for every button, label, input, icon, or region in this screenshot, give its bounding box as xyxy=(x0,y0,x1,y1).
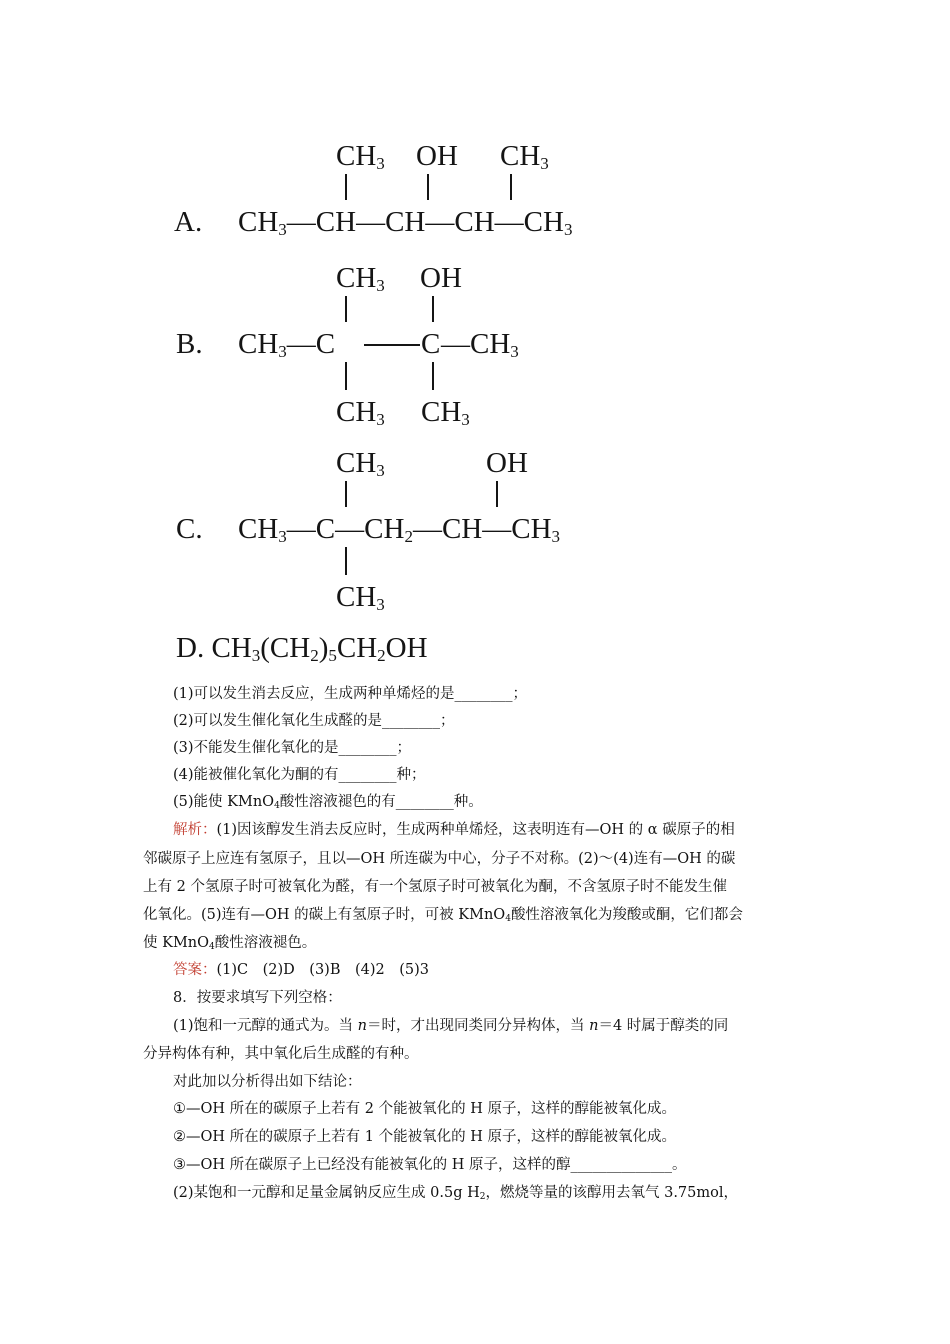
structure-b-bottom-ch3-right: $CH_3$ xyxy=(421,396,470,429)
q8-conclusion-2: ②—OH 所在的碳原子上若有 1 个能被氧化的 H 原子，这样的醇能被氧化成。 xyxy=(173,1129,676,1145)
analysis-line-2: 邻碳原子上应连有氢原子，且以—OH 所连碳为中心，分子不对称。(2)～(4)连有—OH 的碳 xyxy=(143,851,736,867)
question-5: (5)能使 KMnO4酸性溶液褪色的有________种。 xyxy=(173,794,483,811)
q8-conclusion-3: ③—OH 所在碳原子上已经没有能被氧化的 H 原子，这样的醇______________。 xyxy=(173,1157,687,1173)
structure-c xyxy=(170,447,670,617)
structure-b-top-oh: OH xyxy=(420,262,462,294)
bond-a-1 xyxy=(345,174,347,200)
analysis-line-4: 化氧化。(5)连有—OH 的碳上有氢原子时，可被 KMnO4酸性溶液氧化为羧酸或酮，它们都会 xyxy=(143,907,743,924)
structure-a-top-ch3-right: $CH_3$ xyxy=(500,140,549,173)
option-b-label: B. xyxy=(176,328,203,360)
analysis-label: 解析： xyxy=(173,822,217,838)
analysis-line-5: 使 KMnO4酸性溶液褪色。 xyxy=(143,935,317,952)
structure-d-formula: D. $CH_3(CH_2)_5CH_2OH$ xyxy=(176,632,428,665)
q8-conclusion-1: ①—OH 所在的碳原子上若有 2 个能被氧化的 H 原子，这样的醇能被氧化成。 xyxy=(173,1101,676,1117)
structure-c-main-chain: $CH_3—C—CH_2—CH—CH_3$ xyxy=(238,513,561,546)
structure-b-main-mid: C xyxy=(421,328,441,360)
bond-b-2 xyxy=(432,296,434,322)
analysis-line-3: 上有 2 个氢原子时可被氧化为醛，有一个氢原子时可被氧化为酮，不含氢原子时不能发生催 xyxy=(143,879,727,895)
structure-b-bottom-ch3-left: $CH_3$ xyxy=(336,396,385,429)
answer-line: 答案：(1)C (2)D (3)B (4)2 (5)3 xyxy=(173,962,430,978)
bond-b-cc xyxy=(364,344,420,346)
structure-a-top-ch3-left: $CH_3$ xyxy=(336,140,385,173)
bond-c-2 xyxy=(496,481,498,507)
bond-a-2 xyxy=(427,174,429,200)
structure-c-top-ch3: $CH_3$ xyxy=(336,447,385,480)
structure-b xyxy=(170,262,670,432)
bond-a-3 xyxy=(510,174,512,200)
structure-a xyxy=(170,140,670,250)
answer-label: 答案： xyxy=(173,962,217,978)
question-4: (4)能被催化氧化为酮的有________种； xyxy=(173,767,426,783)
bond-b-3 xyxy=(345,362,347,390)
option-a-label: A. xyxy=(174,206,203,238)
question-2: (2)可以发生催化氧化生成醛的是________； xyxy=(173,713,455,729)
bond-c-3 xyxy=(345,547,347,575)
structure-c-top-oh: OH xyxy=(486,447,528,479)
bond-b-1 xyxy=(345,296,347,322)
q8-part1-line1: (1)饱和一元醇的通式为。当 n＝时，才出现同类同分异构体，当 n＝4 时属于醇类的同 xyxy=(173,1018,729,1034)
q8-part1-line2: 分异构体有种，其中氧化后生成醛的有种。 xyxy=(143,1046,419,1062)
q8-title: 8．按要求填写下列空格： xyxy=(173,990,342,1006)
structure-d xyxy=(170,632,670,672)
option-c-label: C. xyxy=(176,513,203,545)
q8-part2: (2)某饱和一元醇和足量金属钠反应生成 0.5g H2，燃烧等量的该醇用去氧气 3.75mol， xyxy=(173,1185,738,1202)
structure-b-main-left: $CH_3—C$ xyxy=(238,328,336,361)
question-1: (1)可以发生消去反应，生成两种单烯烃的是________； xyxy=(173,686,528,702)
structure-b-top-ch3: $CH_3$ xyxy=(336,262,385,295)
structure-a-main-chain: $CH_3—CH—CH—CH—CH_3$ xyxy=(238,206,573,239)
structure-a-top-oh: OH xyxy=(416,140,458,172)
bond-b-4 xyxy=(432,362,434,390)
structure-c-bottom-ch3: $CH_3$ xyxy=(336,581,385,614)
bond-c-1 xyxy=(345,481,347,507)
structure-b-main-right: $—CH_3$ xyxy=(441,328,519,361)
analysis-line-1: 解析：(1)因该醇发生消去反应时，生成两种单烯烃，这表明连有—OH 的 α 碳原子的相 xyxy=(173,822,735,838)
question-3: (3)不能发生催化氧化的是________； xyxy=(173,740,412,756)
q8-analysis-intro: 对此加以分析得出如下结论： xyxy=(173,1074,362,1090)
